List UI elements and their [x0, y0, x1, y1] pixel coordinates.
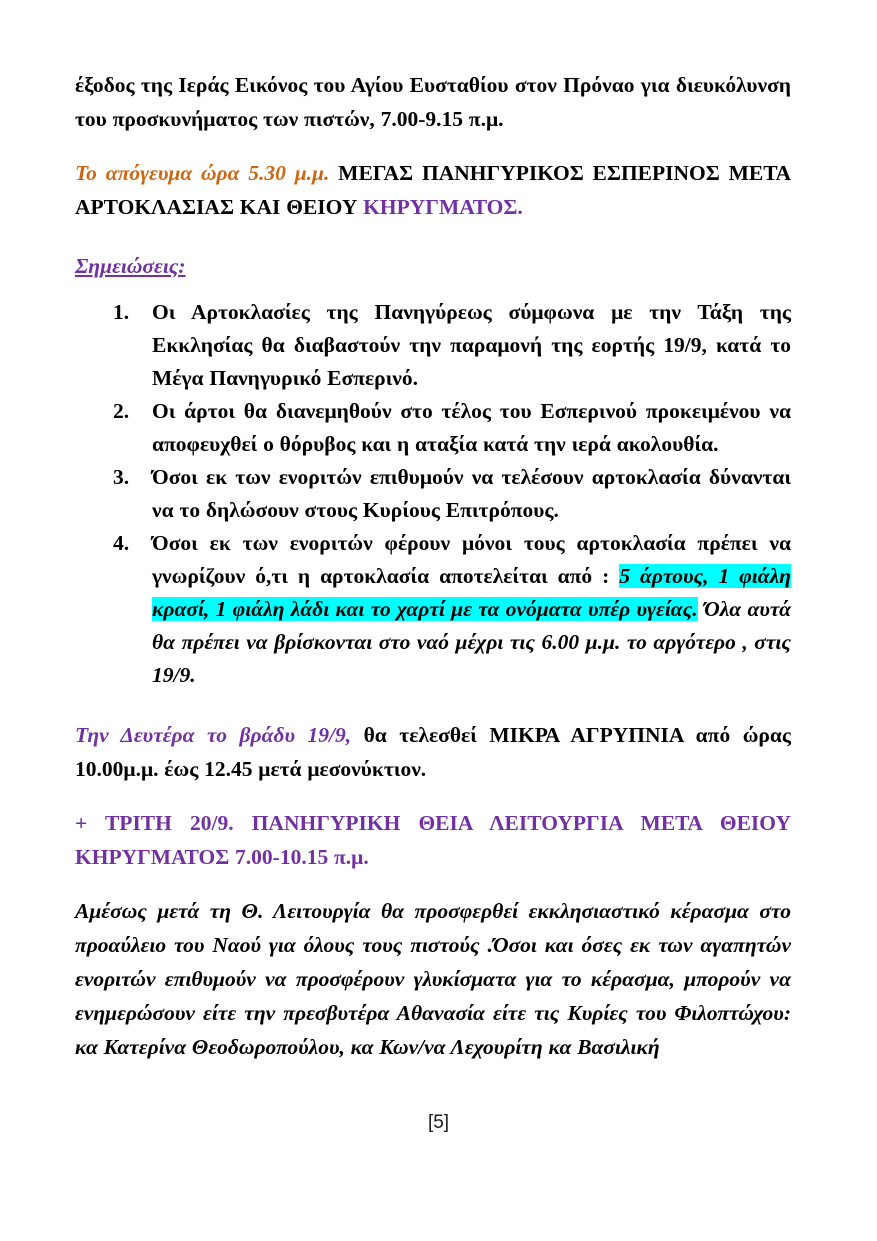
list-item-number: 2. — [113, 399, 130, 423]
list-item — [75, 527, 791, 692]
list-item — [75, 395, 791, 461]
list-item-text-mixed — [152, 527, 791, 692]
spacer — [75, 282, 791, 296]
list-item-lead-text: Όσοι εκ των ενοριτών φέρουν μόνοι τους αρτοκλασία πρέπει να γνωρίζουν ό,τι η αρτοκλασία αποτελείται από : — [152, 531, 791, 588]
list-item-text: Όσοι εκ των ενοριτών επιθυμούν να τελέσουν αρτοκλασία δύνανται να το δηλώσουν στους Κυρίους Επιτρόπους. — [152, 465, 791, 522]
paragraph-reception — [75, 894, 791, 1064]
list-item — [75, 296, 791, 395]
spacer — [75, 136, 791, 156]
notes-list — [75, 296, 791, 692]
list-item-number: 3. — [113, 465, 130, 489]
highlighted-requirements-text: 5 άρτους, 1 φιάλη κρασί, 1 φιάλη λάδι και το χαρτί με τα ονόματα υπέρ υγείας. — [152, 564, 791, 621]
evening-time-text: Το απόγευμα ώρα 5.30 μ.μ. — [75, 161, 330, 185]
paragraph-liturgy — [75, 806, 791, 874]
list-item-tail-text: Όλα αυτά θα πρέπει να βρίσκονται στο ναό μέχρι τις 6.00 μ.μ. το αργότερο , στις 19/9. — [152, 597, 792, 687]
notes-heading-wrapper — [75, 250, 791, 282]
paragraph-exodos — [75, 68, 791, 136]
document-body — [75, 68, 791, 1064]
spacer — [75, 224, 791, 250]
vigil-details-text: θα τελεσθεί ΜΙΚΡΑ ΑΓΡΥΠΝΙΑ από ώρας 10.00μ.μ. έως 12.45 μετά μεσονύκτιον. — [75, 723, 791, 781]
paragraph-esperinos — [75, 156, 791, 224]
paragraph-exodos-text: έξοδος της Ιεράς Εικόνος του Αγίου Ευσταθίου στον Πρόναο για διευκόλυνση του προσκυνήματος των πιστών, 7.00-9.15 π.μ. — [75, 73, 791, 131]
page-number: [5] — [427, 1112, 450, 1133]
sermon-text: ΚΗΡΥΓΜΑΤΟΣ. — [363, 195, 523, 219]
great-vespers-text: ΜΕΓΑΣ ΠΑΝΗΓΥΡΙΚΟΣ ΕΣΠΕΡΙΝΟΣ ΜΕΤΑ ΑΡΤΟΚΛΑΣΙΑΣ ΚΑΙ ΘΕΙΟΥ — [75, 161, 792, 219]
paragraph-vigil — [75, 718, 791, 786]
spacer — [75, 692, 791, 718]
list-item-text: Οι Αρτοκλασίες της Πανηγύρεως σύμφωνα με την Τάξη της Εκκλησίας θα διαβαστούν την παραμονή της εορτής 19/9, κατά το Μέγα Πανηγυρικό Εσπερινό. — [152, 300, 791, 390]
tuesday-liturgy-text: + ΤΡΙΤΗ 20/9. ΠΑΝΗΓΥΡΙΚΗ ΘΕΙΑ ΛΕΙΤΟΥΡΓΙΑ ΜΕΤΑ ΘΕΙΟΥ ΚΗΡΥΓΜΑΤΟΣ 7.00-10.15 π.μ. — [75, 811, 791, 869]
spacer — [75, 786, 791, 806]
reception-text: Αμέσως μετά τη Θ. Λειτουργία θα προσφερθεί εκκλησιαστικό κέρασμα στο προαύλειο του Ναού για όλους τους πιστούς .Όσοι και όσες εκ των αγαπητών ενοριτών επιθυμούν να προσφέρουν γλυκίσματα για το κέρασμα, μπορούν να ενημερώσουν είτε την πρεσβυτέρα Αθανασία είτε τις Κυρίες του Φιλοπτώχου: κα Κατερίνα Θεοδωροπούλου, κα Κων/να Λεχουρίτη κα Βασιλική — [75, 899, 791, 1059]
list-item-number: 4. — [113, 531, 130, 555]
list-item-number: 1. — [113, 300, 130, 324]
list-item-text: Οι άρτοι θα διανεμηθούν στο τέλος του Εσπερινού προκειμένου να αποφευχθεί ο θόρυβος και η αταξία κατά την ιερά ακολουθία. — [152, 399, 791, 456]
notes-heading: Σημειώσεις: — [75, 254, 186, 278]
spacer — [75, 874, 791, 894]
monday-night-text: Την Δευτέρα το βράδυ 19/9, — [75, 723, 352, 747]
list-item — [75, 461, 791, 527]
